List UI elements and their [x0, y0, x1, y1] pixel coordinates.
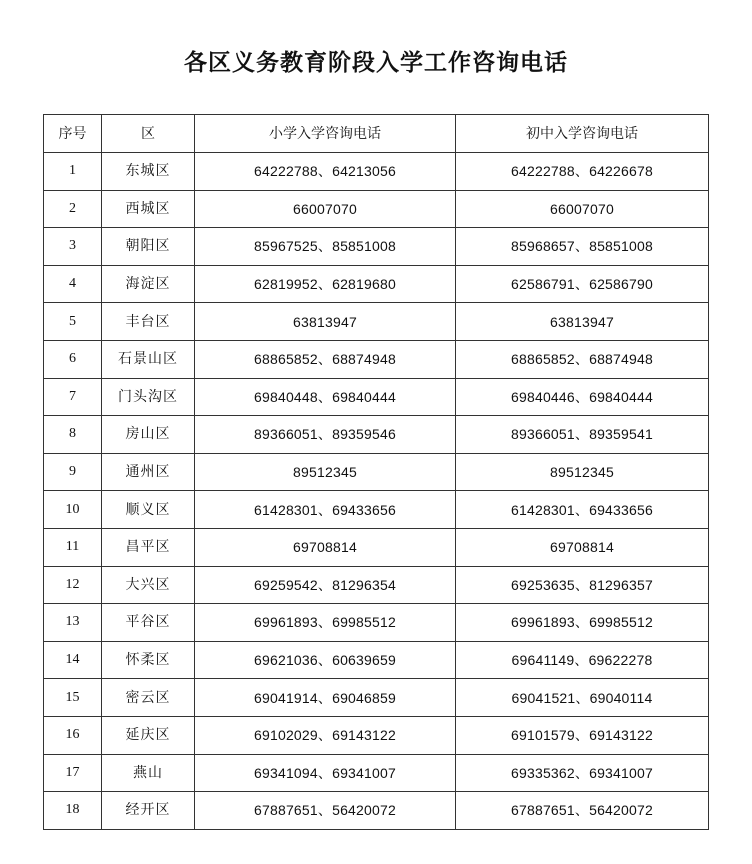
row-primary-school-phone: 63813947 — [195, 303, 456, 341]
row-district: 东城区 — [102, 153, 195, 191]
header-primary-school-phone: 小学入学咨询电话 — [195, 115, 456, 153]
header-district: 区 — [102, 115, 195, 153]
table-body — [44, 153, 709, 830]
table-row — [44, 153, 709, 191]
row-primary-school-phone: 69961893、69985512 — [195, 604, 456, 642]
row-middle-school-phone: 85968657、85851008 — [456, 228, 709, 266]
row-serial-number: 14 — [44, 641, 102, 679]
table-row — [44, 378, 709, 416]
row-district: 密云区 — [102, 679, 195, 717]
row-district: 燕山 — [102, 754, 195, 792]
row-district: 丰台区 — [102, 303, 195, 341]
row-middle-school-phone: 69641149、69622278 — [456, 641, 709, 679]
row-district: 延庆区 — [102, 716, 195, 754]
row-primary-school-phone: 61428301、69433656 — [195, 491, 456, 529]
row-serial-number: 1 — [44, 153, 102, 191]
row-serial-number: 4 — [44, 265, 102, 303]
row-serial-number: 2 — [44, 190, 102, 228]
row-middle-school-phone: 69041521、69040114 — [456, 679, 709, 717]
row-primary-school-phone: 67887651、56420072 — [195, 792, 456, 830]
table-row — [44, 340, 709, 378]
row-primary-school-phone: 66007070 — [195, 190, 456, 228]
row-primary-school-phone: 69041914、69046859 — [195, 679, 456, 717]
row-primary-school-phone: 69621036、60639659 — [195, 641, 456, 679]
table-row — [44, 453, 709, 491]
page-title: 各区义务教育阶段入学工作咨询电话 — [184, 50, 568, 76]
row-primary-school-phone: 85967525、85851008 — [195, 228, 456, 266]
row-district: 怀柔区 — [102, 641, 195, 679]
row-middle-school-phone: 68865852、68874948 — [456, 340, 709, 378]
row-serial-number: 9 — [44, 453, 102, 491]
row-middle-school-phone: 61428301、69433656 — [456, 491, 709, 529]
row-serial-number: 18 — [44, 792, 102, 830]
header-serial-number: 序号 — [44, 115, 102, 153]
row-primary-school-phone: 69708814 — [195, 528, 456, 566]
row-district: 通州区 — [102, 453, 195, 491]
row-serial-number: 12 — [44, 566, 102, 604]
row-middle-school-phone: 89512345 — [456, 453, 709, 491]
row-district: 经开区 — [102, 792, 195, 830]
row-serial-number: 7 — [44, 378, 102, 416]
row-serial-number: 11 — [44, 528, 102, 566]
table-row — [44, 228, 709, 266]
row-middle-school-phone: 69253635、81296357 — [456, 566, 709, 604]
row-primary-school-phone: 89512345 — [195, 453, 456, 491]
row-serial-number: 17 — [44, 754, 102, 792]
row-middle-school-phone: 69101579、69143122 — [456, 716, 709, 754]
row-middle-school-phone: 67887651、56420072 — [456, 792, 709, 830]
row-middle-school-phone: 69335362、69341007 — [456, 754, 709, 792]
row-serial-number: 8 — [44, 416, 102, 454]
row-district: 朝阳区 — [102, 228, 195, 266]
table-row — [44, 716, 709, 754]
row-serial-number: 16 — [44, 716, 102, 754]
row-district: 顺义区 — [102, 491, 195, 529]
row-middle-school-phone: 66007070 — [456, 190, 709, 228]
row-primary-school-phone: 69102029、69143122 — [195, 716, 456, 754]
row-middle-school-phone: 89366051、89359541 — [456, 416, 709, 454]
table-row — [44, 528, 709, 566]
row-primary-school-phone: 69341094、69341007 — [195, 754, 456, 792]
row-primary-school-phone: 69840448、69840444 — [195, 378, 456, 416]
row-serial-number: 6 — [44, 340, 102, 378]
row-primary-school-phone: 89366051、89359546 — [195, 416, 456, 454]
row-district: 石景山区 — [102, 340, 195, 378]
enrollment-phone-table — [43, 114, 709, 830]
row-district: 昌平区 — [102, 528, 195, 566]
row-district: 门头沟区 — [102, 378, 195, 416]
table-header-row — [44, 115, 709, 153]
row-middle-school-phone: 63813947 — [456, 303, 709, 341]
table-row — [44, 303, 709, 341]
row-serial-number: 13 — [44, 604, 102, 642]
row-district: 大兴区 — [102, 566, 195, 604]
table-row — [44, 792, 709, 830]
row-middle-school-phone: 62586791、62586790 — [456, 265, 709, 303]
header-middle-school-phone: 初中入学咨询电话 — [456, 115, 709, 153]
row-middle-school-phone: 64222788、64226678 — [456, 153, 709, 191]
table-row — [44, 491, 709, 529]
table-row — [44, 566, 709, 604]
table-row — [44, 754, 709, 792]
table-row — [44, 679, 709, 717]
row-middle-school-phone: 69961893、69985512 — [456, 604, 709, 642]
row-primary-school-phone: 69259542、81296354 — [195, 566, 456, 604]
row-district: 西城区 — [102, 190, 195, 228]
row-middle-school-phone: 69840446、69840444 — [456, 378, 709, 416]
row-serial-number: 10 — [44, 491, 102, 529]
table-row — [44, 604, 709, 642]
table-row — [44, 190, 709, 228]
row-primary-school-phone: 68865852、68874948 — [195, 340, 456, 378]
table-row — [44, 416, 709, 454]
row-district: 平谷区 — [102, 604, 195, 642]
row-serial-number: 3 — [44, 228, 102, 266]
row-primary-school-phone: 62819952、62819680 — [195, 265, 456, 303]
row-middle-school-phone: 69708814 — [456, 528, 709, 566]
row-serial-number: 5 — [44, 303, 102, 341]
table-row — [44, 641, 709, 679]
row-district: 海淀区 — [102, 265, 195, 303]
row-district: 房山区 — [102, 416, 195, 454]
row-primary-school-phone: 64222788、64213056 — [195, 153, 456, 191]
row-serial-number: 15 — [44, 679, 102, 717]
table-row — [44, 265, 709, 303]
